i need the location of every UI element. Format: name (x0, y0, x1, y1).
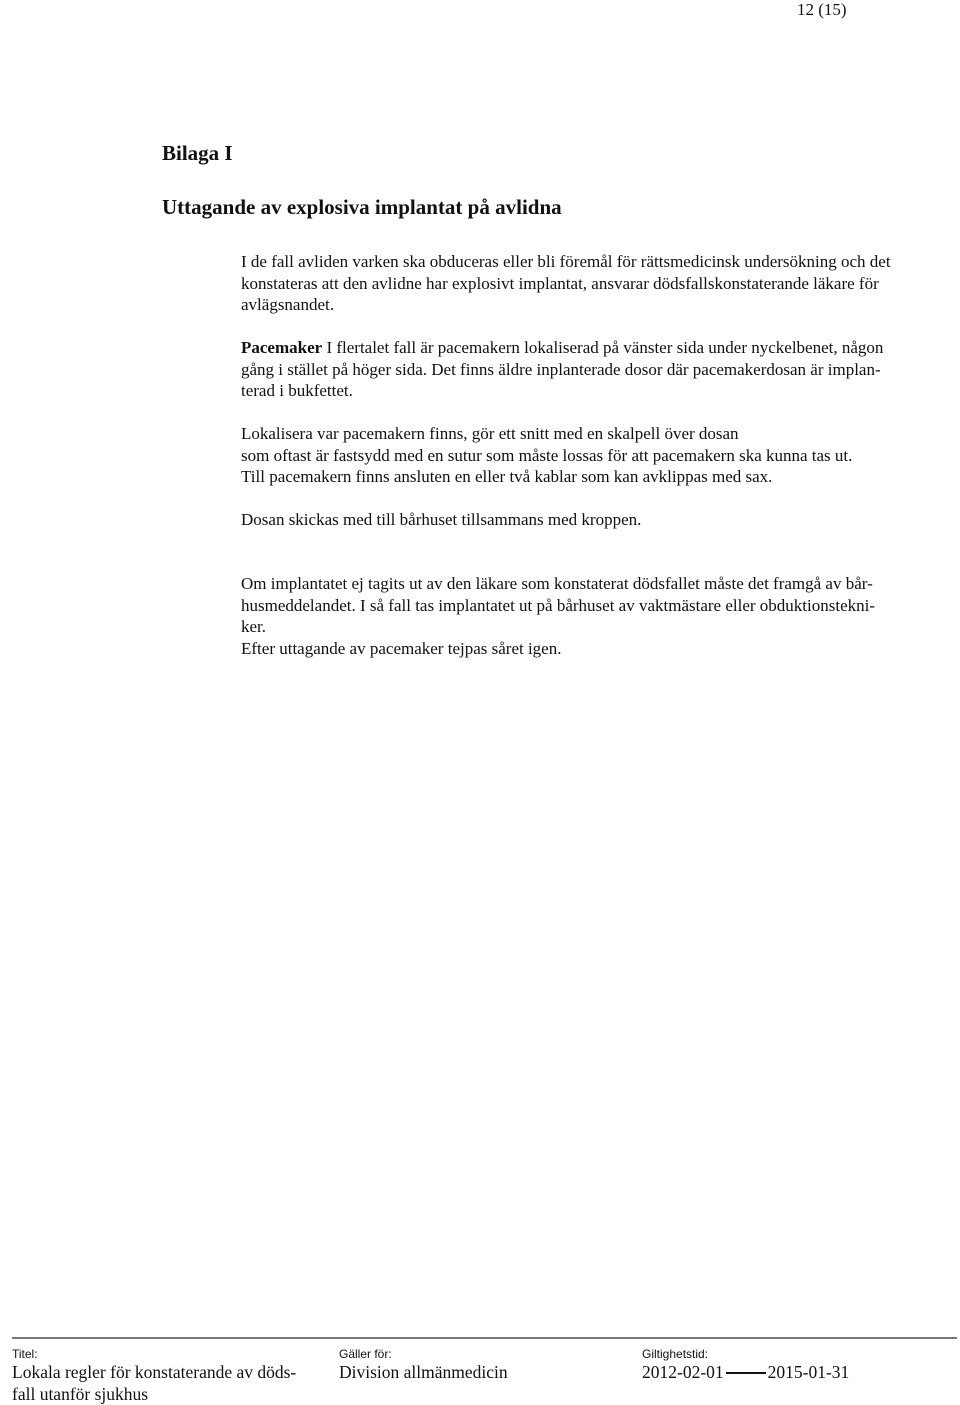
intro-paragraph (241, 251, 956, 316)
dosan-line: Dosan skickas med till bårhuset tillsammans med kroppen. (241, 510, 642, 529)
footer-validity-range (642, 1362, 952, 1383)
closing-paragraph (241, 573, 956, 659)
closing-line: Om implantatet ej tagits ut av den läkare som konstaterat dödsfallet måste det framgå av bår- (241, 574, 873, 593)
locate-line: som oftast är fastsydd med en sutur som måste lossas för att pacemakern ska kunna tas ut. (241, 445, 853, 465)
footer-title-line: Lokala regler för konstaterande av döds- (12, 1362, 297, 1382)
footer-validity-label: Giltighetstid: (642, 1347, 709, 1361)
footer-applies-block (339, 1347, 639, 1383)
pacemaker-text: I flertalet fall är pacemakern lokaliserad på vänster sida under nyckelbenet, någon (322, 338, 884, 357)
locate-line: Lokalisera var pacemakern finns, gör ett snitt med en skalpell över dosan (241, 424, 739, 443)
footer-applies-value: Division allmänmedicin (339, 1362, 508, 1382)
intro-line: I de fall avliden varken ska obduceras eller bli föremål för rättsmedicinsk undersökning och det (241, 252, 891, 271)
footer-applies-label: Gäller för: (339, 1347, 392, 1361)
document-footer (12, 1337, 957, 1404)
footer-title-line: fall utanför sjukhus (12, 1384, 149, 1404)
locate-line: Till pacemakern finns ansluten en eller två kablar som kan avklippas med sax. (241, 467, 773, 486)
validity-end-date: 2015-01-31 (767, 1362, 850, 1382)
dosan-paragraph (241, 509, 956, 531)
footer-title-label: Titel: (12, 1347, 38, 1361)
locate-paragraph (241, 423, 956, 488)
pacemaker-paragraph (241, 337, 956, 402)
pacemaker-line: gång i stället på höger sida. Det finns äldre inplanterade dosor där pacemakerdosan är implan- (241, 359, 881, 379)
footer-title-block (12, 1347, 332, 1405)
pacemaker-line (241, 337, 956, 359)
closing-line: ker. (241, 617, 267, 636)
intro-line: avlägsnandet. (241, 295, 334, 314)
document-title: Uttagande av explosiva implantat på avlidna (162, 195, 562, 219)
closing-line: Efter uttagande av pacemaker tejpas såret igen. (241, 638, 562, 658)
validity-start-date: 2012-02-01 (642, 1362, 724, 1382)
appendix-heading: Bilaga I (162, 141, 233, 165)
date-range-dash (726, 1372, 766, 1374)
closing-line: husmeddelandet. I så fall tas implantatet ut på bårhuset av vaktmästare eller obduktionstekni- (241, 595, 875, 615)
intro-line: konstateras att den avlidne har explosivt implantat, ansvarar dödsfallskonstaterande läkare för (241, 273, 879, 293)
footer-validity-block (642, 1347, 952, 1383)
pacemaker-label: Pacemaker (241, 338, 323, 357)
pacemaker-line: terad i bukfettet. (241, 381, 353, 400)
page-number: 12 (15) (797, 0, 847, 19)
